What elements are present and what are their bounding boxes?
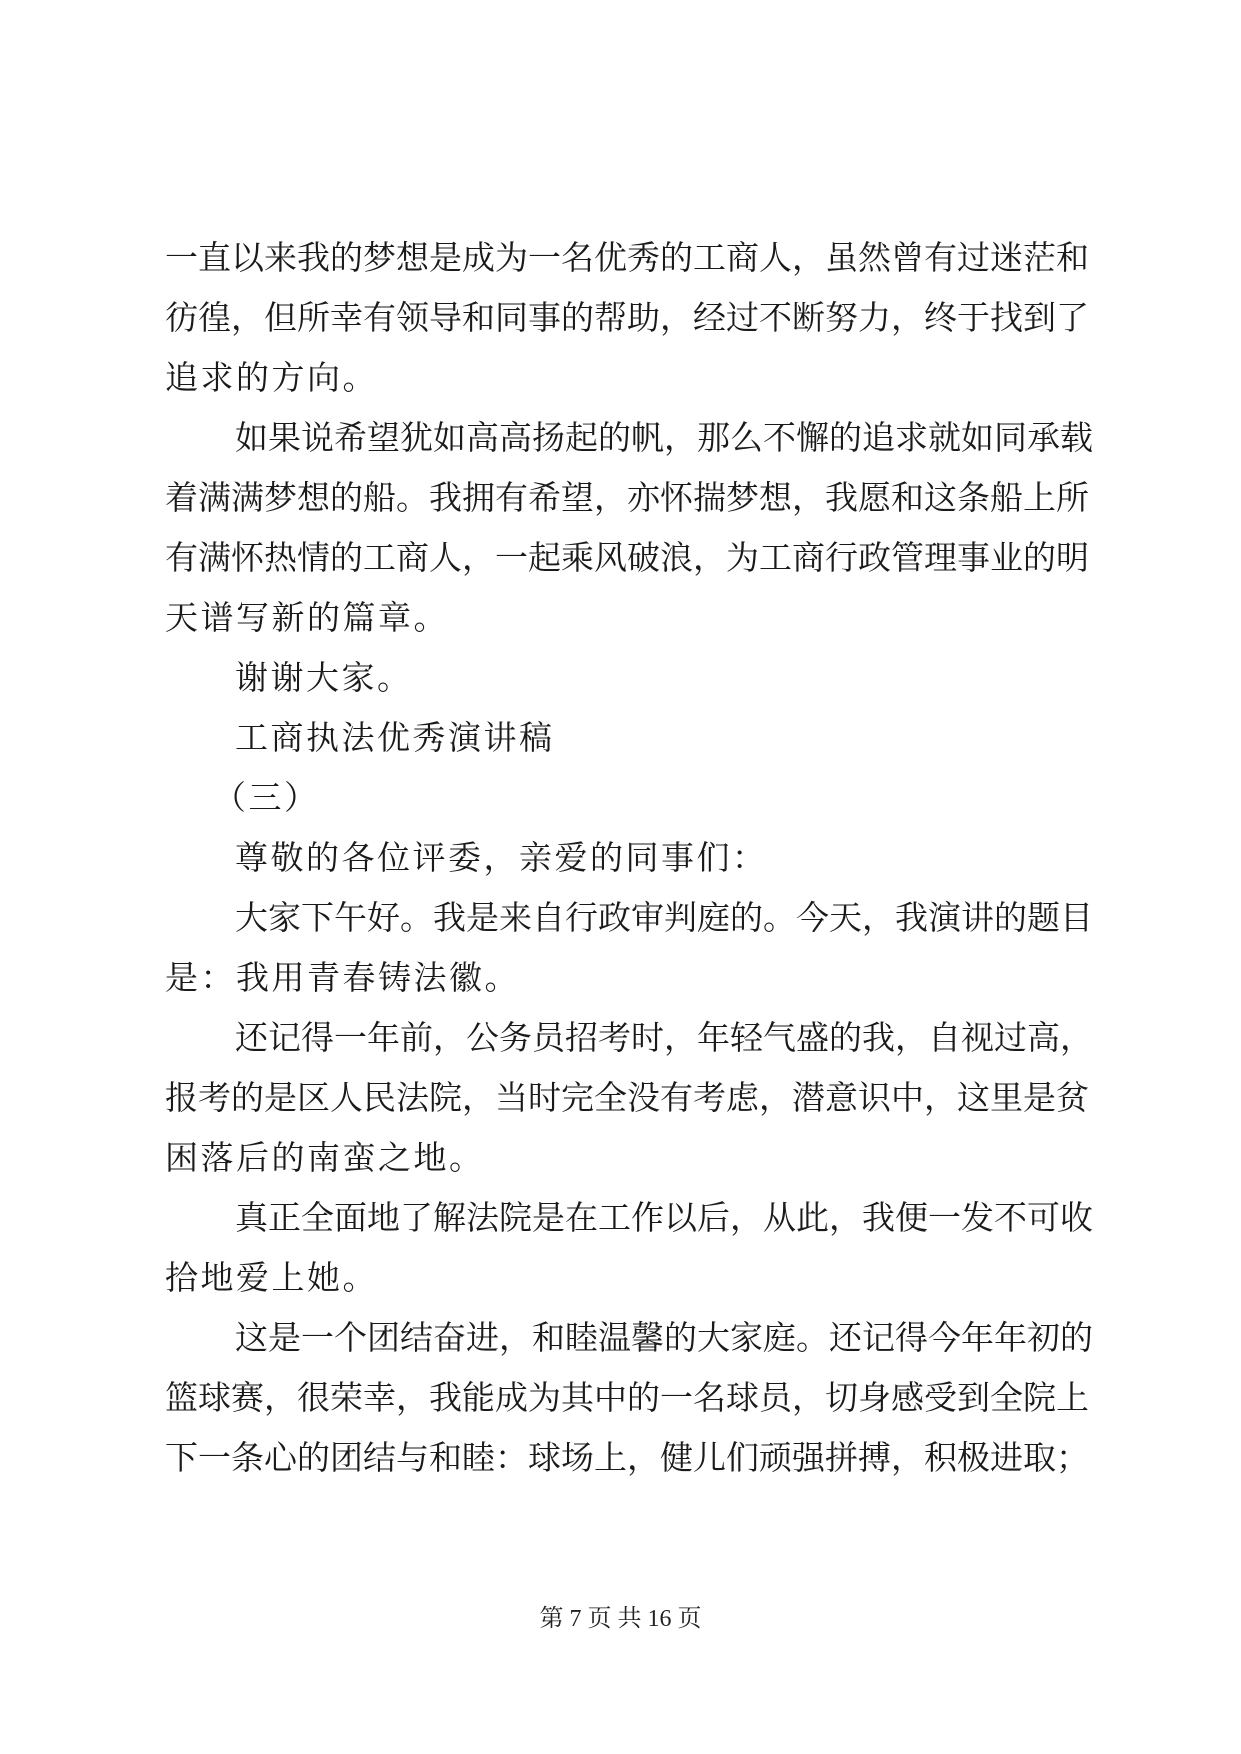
text-line: 有满怀热情的工商人，一起乘风破浪，为工商行政管理事业的明 <box>165 538 1089 577</box>
text-line: 追求的方向。 <box>165 358 378 397</box>
text-line: 彷徨，但所幸有领导和同事的帮助，经过不断努力，终于找到了 <box>165 298 1089 337</box>
text-line: 是：我用青春铸法徽。 <box>165 958 520 997</box>
text-line: 拾地爱上她。 <box>165 1258 378 1297</box>
text-line: 尊敬的各位评委，亲爱的同事们： <box>235 838 768 877</box>
section-title: 工商执法优秀演讲稿 <box>235 718 555 757</box>
text-line: 着满满梦想的船。我拥有希望，亦怀揣梦想，我愿和这条船上所 <box>165 478 1089 517</box>
document-body <box>165 228 1093 1488</box>
text-line: 谢谢大家。 <box>235 658 413 697</box>
text-line: 这是一个团结奋进，和睦温馨的大家庭。还记得今年年初的 <box>235 1318 1093 1357</box>
text-line: 困落后的南蛮之地。 <box>165 1138 485 1177</box>
text-line: 大家下午好。我是来自行政审判庭的。今天，我演讲的题目 <box>235 898 1093 937</box>
text-line: 天谱写新的篇章。 <box>165 598 449 637</box>
text-line: 篮球赛，很荣幸，我能成为其中的一名球员，切身感受到全院上 <box>165 1378 1089 1417</box>
text-line: 如果说希望犹如高高扬起的帆，那么不懈的追求就如同承载 <box>235 418 1093 457</box>
text-line: 报考的是区人民法院，当时完全没有考虑，潜意识中，这里是贫 <box>165 1078 1089 1117</box>
text-line: 真正全面地了解法院是在工作以后，从此，我便一发不可收 <box>235 1198 1093 1237</box>
text-line: 一直以来我的梦想是成为一名优秀的工商人，虽然曾有过迷茫和 <box>165 238 1089 277</box>
page-number-footer: 第 7 页 共 16 页 <box>539 1606 702 1632</box>
text-line: 下一条心的团结与和睦：球场上，健儿们顽强拼搏，积极进取； <box>165 1438 1089 1477</box>
section-number: （三） <box>213 778 320 817</box>
text-line: 还记得一年前，公务员招考时，年轻气盛的我，自视过高， <box>235 1018 1093 1057</box>
